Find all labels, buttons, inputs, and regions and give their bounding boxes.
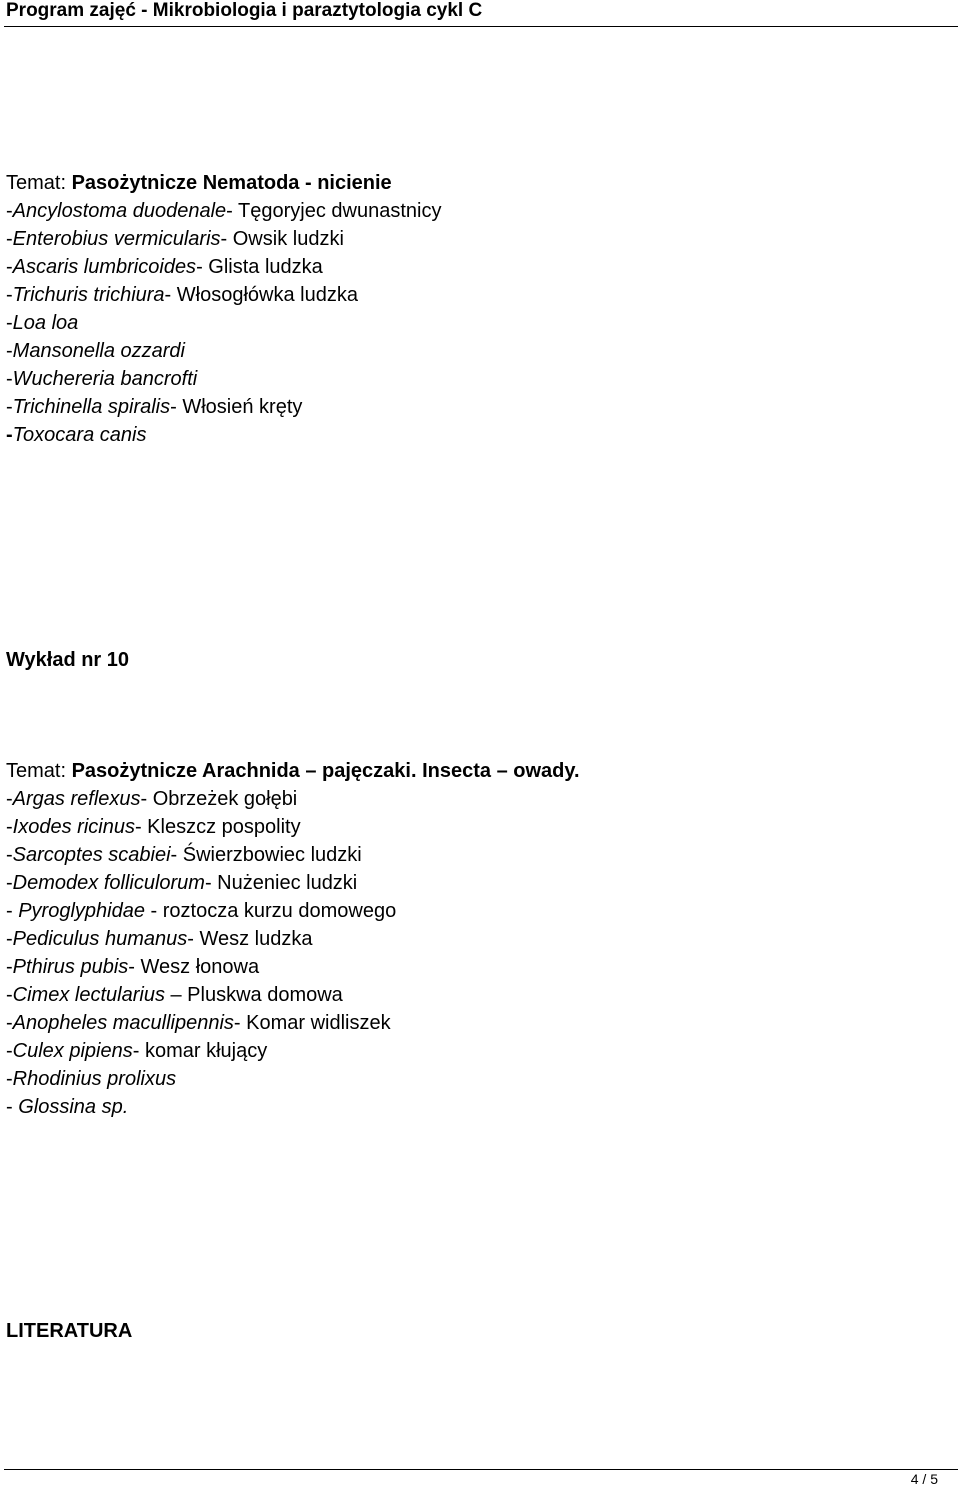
latin-name: Argas reflexus bbox=[12, 788, 141, 810]
list-dash: - bbox=[6, 1040, 13, 1062]
list-dash: - bbox=[6, 368, 13, 390]
list-dash: - bbox=[6, 872, 13, 894]
latin-name: Wuchereria bancrofti bbox=[12, 368, 198, 390]
latin-name: Trichuris trichiura bbox=[12, 284, 165, 306]
list-item bbox=[6, 813, 580, 841]
topic-heading bbox=[6, 169, 441, 197]
list-dash: - bbox=[6, 228, 13, 250]
latin-name: Enterobius vermicularis bbox=[12, 228, 221, 250]
list-dash: - bbox=[6, 956, 13, 978]
topic-heading bbox=[6, 757, 580, 785]
common-name: - Obrzeżek gołębi bbox=[140, 788, 298, 810]
list-item bbox=[6, 309, 441, 337]
latin-name: Mansonella ozzardi bbox=[12, 340, 185, 362]
list-item bbox=[6, 869, 580, 897]
list-dash: - bbox=[6, 1096, 19, 1118]
common-name: - Wesz łonowa bbox=[128, 956, 260, 978]
header-divider bbox=[4, 26, 958, 27]
common-name: - Świerzbowiec ludzki bbox=[170, 844, 362, 866]
list-item bbox=[6, 925, 580, 953]
common-name: - roztocza kurzu domowego bbox=[144, 900, 397, 922]
latin-name: Glossina sp. bbox=[18, 1096, 129, 1118]
literature-heading: LITERATURA bbox=[6, 1320, 133, 1342]
common-name: - Glista ludzka bbox=[196, 256, 323, 278]
list-dash: - bbox=[6, 900, 19, 922]
latin-name: Pthirus pubis bbox=[12, 956, 129, 978]
list-item bbox=[6, 841, 580, 869]
common-name: - Komar widliszek bbox=[233, 1012, 391, 1034]
document-title: Program zajęć - Mikrobiologia i paraztytologia cykl C bbox=[6, 0, 483, 21]
topic-prefix: Temat: bbox=[6, 760, 72, 782]
list-item bbox=[6, 225, 441, 253]
topic-prefix: Temat: bbox=[6, 172, 72, 194]
list-item bbox=[6, 1065, 580, 1093]
latin-name: Ixodes ricinus bbox=[12, 816, 135, 838]
list-dash: - bbox=[6, 200, 13, 222]
latin-name: Culex pipiens bbox=[12, 1040, 133, 1062]
list-dash: - bbox=[6, 928, 13, 950]
common-name: - Tęgoryjec dwunastnicy bbox=[226, 200, 442, 222]
latin-name: Sarcoptes scabiei bbox=[12, 844, 171, 866]
latin-name: Trichinella spiralis bbox=[12, 396, 171, 418]
list-item bbox=[6, 253, 441, 281]
common-name: - Kleszcz pospolity bbox=[134, 816, 301, 838]
list-item bbox=[6, 1009, 580, 1037]
list-item bbox=[6, 1037, 580, 1065]
common-name: - Wesz ludzka bbox=[187, 928, 313, 950]
topic-title: Pasożytnicze Nematoda - nicienie bbox=[71, 172, 392, 194]
list-dash: - bbox=[6, 844, 13, 866]
list-dash: - bbox=[6, 984, 13, 1006]
list-item bbox=[6, 953, 580, 981]
latin-name: Pyroglyphidae bbox=[18, 900, 145, 922]
common-name: - komar kłujący bbox=[132, 1040, 268, 1062]
latin-name: Anopheles macullipennis bbox=[12, 1012, 234, 1034]
footer-divider bbox=[4, 1469, 958, 1470]
list-item bbox=[6, 897, 580, 925]
list-item bbox=[6, 281, 441, 309]
list-dash: - bbox=[6, 396, 13, 418]
list-item bbox=[6, 981, 580, 1009]
latin-name: Demodex folliculorum bbox=[12, 872, 205, 894]
latin-name: Cimex lectularius bbox=[12, 984, 165, 1006]
list-dash: - bbox=[6, 340, 13, 362]
list-item bbox=[6, 785, 580, 813]
list-item bbox=[6, 1093, 580, 1121]
common-name: - Owsik ludzki bbox=[220, 228, 344, 250]
section-nematoda bbox=[6, 169, 441, 449]
list-dash: - bbox=[6, 1012, 13, 1034]
common-name: - Włosogłówka ludzka bbox=[164, 284, 358, 306]
list-item bbox=[6, 421, 441, 449]
latin-name: Ancylostoma duodenale bbox=[12, 200, 227, 222]
section-arachnida-insecta bbox=[6, 757, 580, 1121]
list-item bbox=[6, 197, 441, 225]
common-name: - Nużeniec ludzki bbox=[204, 872, 358, 894]
list-item bbox=[6, 337, 441, 365]
list-item bbox=[6, 365, 441, 393]
list-dash: - bbox=[6, 1068, 13, 1090]
list-dash: - bbox=[6, 424, 13, 446]
topic-title: Pasożytnicze Arachnida – pajęczaki. Insecta – owady. bbox=[71, 760, 580, 782]
list-item bbox=[6, 393, 441, 421]
common-name: - Włosień kręty bbox=[170, 396, 303, 418]
list-dash: - bbox=[6, 256, 13, 278]
lecture-heading: Wykład nr 10 bbox=[6, 649, 130, 671]
latin-name: Toxocara canis bbox=[12, 424, 147, 446]
list-dash: - bbox=[6, 788, 13, 810]
latin-name: Rhodinius prolixus bbox=[12, 1068, 177, 1090]
list-dash: - bbox=[6, 312, 13, 334]
latin-name: Loa loa bbox=[12, 312, 79, 334]
latin-name: Ascaris lumbricoides bbox=[12, 256, 197, 278]
common-name: – Pluskwa domowa bbox=[164, 984, 343, 1006]
list-dash: - bbox=[6, 816, 13, 838]
latin-name: Pediculus humanus bbox=[12, 928, 188, 950]
list-dash: - bbox=[6, 284, 13, 306]
page-number: 4 / 5 bbox=[910, 1471, 938, 1487]
